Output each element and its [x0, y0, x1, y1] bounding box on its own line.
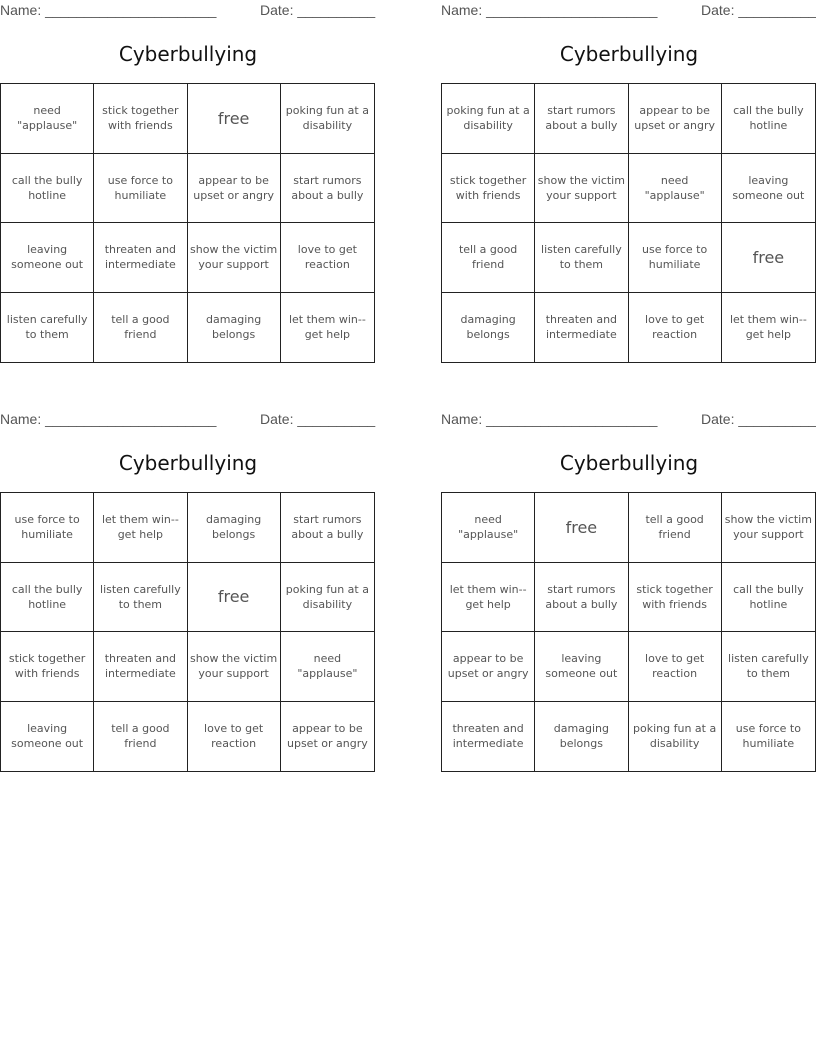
bingo-cell: start rumors about a bully — [281, 493, 374, 563]
bingo-cell: tell a good friend — [94, 293, 187, 363]
bingo-cell: start rumors about a bully — [281, 154, 374, 224]
bingo-cell: damaging belongs — [188, 493, 281, 563]
bingo-cell: damaging belongs — [535, 702, 628, 772]
bingo-cell: tell a good friend — [442, 223, 535, 293]
bingo-cell: listen carefully to them — [722, 632, 815, 702]
bingo-cell: damaging belongs — [188, 293, 281, 363]
bingo-cell: appear to be upset or angry — [629, 84, 722, 154]
bingo-cell: leaving someone out — [1, 223, 94, 293]
card-title: Cyberbullying — [118, 42, 258, 66]
bingo-cell: let them win--get help — [729, 313, 807, 342]
free-cell: free — [188, 563, 281, 633]
bingo-cell: love to get reaction — [281, 223, 374, 293]
bingo-cell: use force to humiliate — [94, 154, 187, 224]
bingo-cell: love to get reaction — [629, 293, 722, 363]
bingo-cell: listen carefully to them — [94, 563, 187, 633]
bingo-cell: need "applause" — [629, 154, 722, 224]
bingo-cell: show the victim your support — [188, 223, 281, 293]
bingo-cell: stick together with friends — [629, 563, 722, 633]
bingo-cell: listen carefully to them — [535, 223, 628, 293]
bingo-cell: need "applause" — [281, 632, 374, 702]
bingo-cell: appear to be upset or angry — [188, 154, 281, 224]
free-cell: free — [535, 493, 628, 563]
bingo-card-4 — [441, 409, 816, 779]
bingo-cell: call the bully hotline — [1, 154, 94, 224]
card-title: Cyberbullying — [559, 451, 699, 475]
date-field-label: Date: __________ — [701, 411, 816, 427]
bingo-cell: love to get reaction — [629, 632, 722, 702]
bingo-card-2 — [441, 0, 816, 370]
name-field-label: Name: ______________________ — [441, 2, 658, 18]
bingo-cell: call the bully hotline — [1, 563, 94, 633]
bingo-cell: let them win--get help — [94, 493, 187, 563]
bingo-grid — [441, 83, 816, 363]
bingo-cell: poking fun at a disability — [442, 84, 535, 154]
bingo-cell: use force to humiliate — [1, 493, 94, 563]
free-cell: free — [722, 223, 815, 293]
bingo-cell: need "applause" — [1, 84, 94, 154]
bingo-cell: poking fun at a disability — [281, 84, 374, 154]
bingo-cell: use force to humiliate — [735, 722, 801, 751]
date-field-label: Date: __________ — [260, 411, 376, 427]
bingo-card-1 — [0, 0, 376, 370]
bingo-grid — [0, 492, 375, 772]
bingo-cell: start rumors about a bully — [535, 563, 628, 633]
bingo-cell: show the victim your support — [188, 632, 281, 702]
free-cell: free — [188, 84, 281, 154]
card-header — [0, 409, 376, 431]
bingo-cell: tell a good friend — [629, 493, 722, 563]
bingo-cell: appear to be upset or angry — [442, 632, 535, 702]
bingo-cell: stick together with friends — [1, 632, 94, 702]
card-title: Cyberbullying — [118, 451, 258, 475]
card-header — [0, 0, 376, 22]
bingo-cell: leaving someone out — [1, 702, 94, 772]
bingo-cell: stick together with friends — [442, 154, 535, 224]
bingo-grid — [0, 83, 375, 363]
bingo-cell: show the victim your support — [535, 154, 628, 224]
date-field-label: Date: __________ — [701, 2, 816, 18]
bingo-cell: poking fun at a disability — [281, 563, 374, 633]
name-field-label: Name: ______________________ — [0, 2, 217, 18]
bingo-cell: show the victim your support — [722, 493, 815, 563]
bingo-cell: threaten and intermediate — [94, 632, 187, 702]
card-title: Cyberbullying — [559, 42, 699, 66]
bingo-cell: appear to be upset or angry — [287, 722, 368, 751]
bingo-cell: love to get reaction — [188, 702, 281, 772]
bingo-cell: listen carefully to them — [1, 293, 94, 363]
card-header — [441, 409, 816, 431]
bingo-cell: call the bully hotline — [722, 84, 815, 154]
bingo-cell: let them win--get help — [442, 563, 535, 633]
bingo-cell: damaging belongs — [442, 293, 535, 363]
card-header — [441, 0, 816, 22]
bingo-cell: threaten and intermediate — [442, 702, 535, 772]
bingo-cell: threaten and intermediate — [94, 223, 187, 293]
name-field-label: Name: ______________________ — [441, 411, 658, 427]
bingo-cell: let them win--get help — [288, 313, 366, 342]
bingo-cell: stick together with friends — [94, 84, 187, 154]
bingo-grid — [441, 492, 816, 772]
bingo-cell: need "applause" — [442, 493, 535, 563]
bingo-cell: threaten and intermediate — [535, 293, 628, 363]
bingo-cell: leaving someone out — [535, 632, 628, 702]
date-field-label: Date: __________ — [260, 2, 376, 18]
bingo-cell: poking fun at a disability — [629, 702, 722, 772]
bingo-cell: leaving someone out — [722, 154, 815, 224]
name-field-label: Name: ______________________ — [0, 411, 217, 427]
bingo-cell: start rumors about a bully — [535, 84, 628, 154]
bingo-cell: use force to humiliate — [629, 223, 722, 293]
bingo-cell: call the bully hotline — [722, 563, 815, 633]
bingo-cell: tell a good friend — [94, 702, 187, 772]
bingo-card-3 — [0, 409, 376, 779]
